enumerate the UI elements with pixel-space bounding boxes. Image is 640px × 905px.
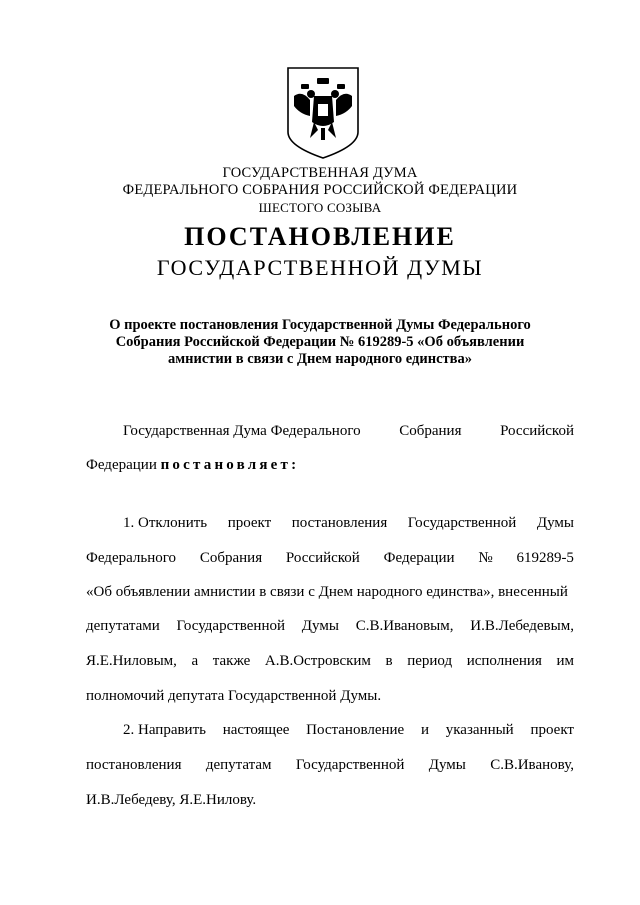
item2-line-3: И.В.Лебедеву, Я.Е.Нилову. (86, 792, 257, 808)
word: 2. Направить (123, 722, 206, 738)
header-line-2: ФЕДЕРАЛЬНОГО СОБРАНИЯ РОССИЙСКОЙ ФЕДЕРАЦИИ (122, 182, 518, 198)
subject-line: Собрания Российской Федерации № 619289-5 «Об объявлении (115, 334, 525, 350)
word: С.В.Ивановым, (355, 618, 454, 634)
word: Собрания (199, 550, 263, 566)
word: Государственная Дума Федерального (123, 423, 361, 439)
item1-line-5 (86, 651, 574, 671)
word: постановления (86, 757, 182, 773)
header-line-3: ШЕСТОГО СОЗЫВА (258, 200, 382, 215)
document-subtitle: ГОСУДАРСТВЕННОЙ ДУМЫ (156, 255, 484, 280)
resolves-word: постановляет: (160, 457, 300, 473)
word: им (556, 653, 574, 669)
item1-line-2 (86, 548, 574, 568)
word: Государственной (407, 515, 517, 531)
preamble-text: Федерации (86, 457, 157, 473)
word: проект (227, 515, 272, 531)
word: также (212, 653, 251, 669)
word: Государственной (295, 757, 405, 773)
word: Собрания (399, 423, 462, 439)
word: Я.Е.Ниловым, (86, 653, 177, 669)
word: Российской (285, 550, 360, 566)
word: настоящее (222, 722, 290, 738)
word: А.В.Островским (264, 653, 371, 669)
item1-line-3: «Об объявлении амнистии в связи с Днем народного единства», внесенный (86, 584, 568, 600)
word: 619289-5 (516, 550, 574, 566)
subject-line: О проекте постановления Государственной Думы Федерального (109, 317, 531, 333)
word: исполнения (466, 653, 542, 669)
word: Думы (428, 757, 466, 773)
document-subject (0, 317, 640, 368)
word: Думы (301, 618, 339, 634)
item2-line-1 (123, 720, 574, 740)
word: постановления (291, 515, 388, 531)
word: депутатам (205, 757, 272, 773)
item1-line-1 (123, 513, 574, 533)
word: и (420, 722, 429, 738)
word: указанный (445, 722, 514, 738)
word: Федерального (86, 550, 177, 566)
item1-line-4 (86, 616, 574, 636)
word: Российской (500, 423, 574, 439)
word: депутатами (86, 618, 160, 634)
word: Государственной (176, 618, 286, 634)
header-line-1: ГОСУДАРСТВЕННАЯ ДУМА (222, 165, 418, 181)
word: С.В.Иванову, (490, 757, 574, 773)
word: № (478, 550, 493, 566)
state-emblem-icon (284, 66, 362, 162)
item1-line-6: полномочий депутата Государственной Думы. (86, 688, 382, 704)
word: Федерации (383, 550, 455, 566)
word: И.В.Лебедевым, (470, 618, 574, 634)
word: период (407, 653, 453, 669)
word: Постановление (306, 722, 405, 738)
preamble-line-2 (86, 455, 574, 475)
subject-line: амнистии в связи с Днем народного единства» (168, 351, 472, 367)
item2-line-2 (86, 755, 574, 775)
word: а (191, 653, 199, 669)
word: в (385, 653, 393, 669)
word: Думы (536, 515, 574, 531)
word: 1. Отклонить (123, 515, 208, 531)
preamble-line-1 (123, 421, 574, 441)
word: проект (530, 722, 574, 738)
document-title: ПОСТАНОВЛЕНИЕ (184, 222, 456, 251)
